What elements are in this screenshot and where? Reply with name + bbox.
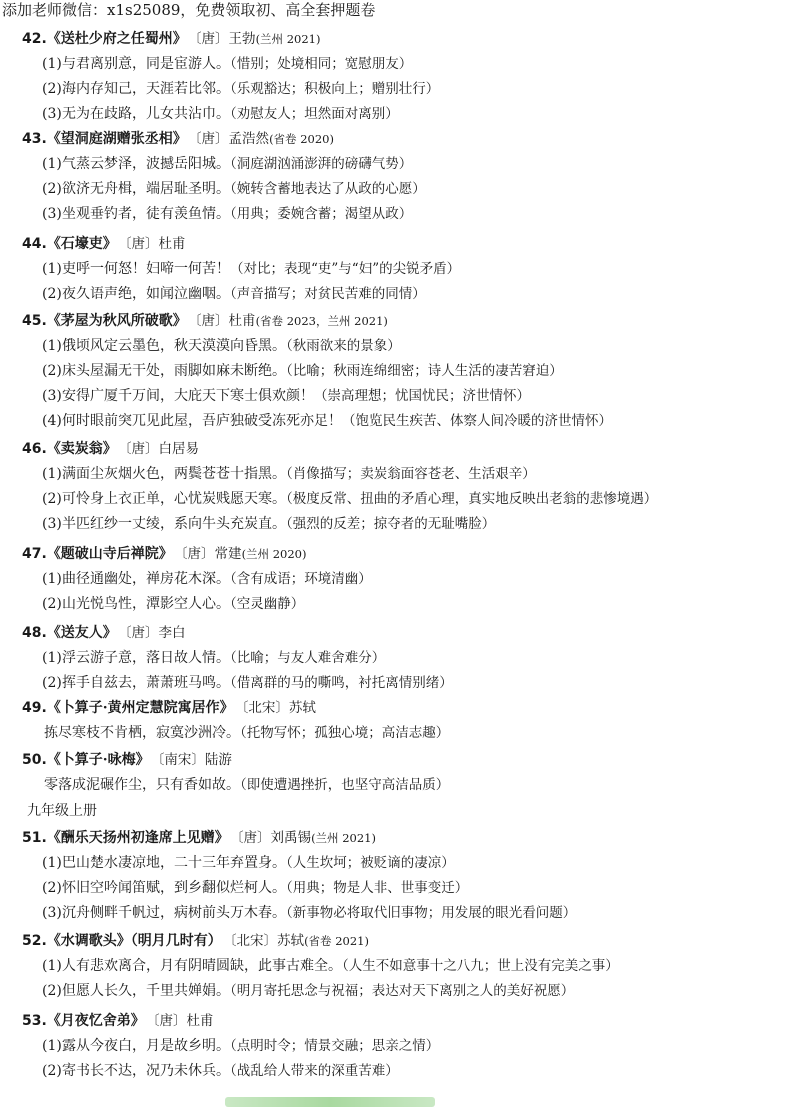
poem-title-row <box>22 622 186 644</box>
poem-author: 〔唐〕常建 <box>180 546 242 562</box>
verse-line <box>42 1034 439 1058</box>
verse-text: 浮云游子意，落日故人情。 <box>62 650 230 666</box>
poem-title: 《送友人》 <box>46 625 117 641</box>
header-note: 添加老师微信：x1s25089，免费领取初、高全套押题卷 <box>2 1 376 19</box>
section-heading: 九年级上册 <box>27 803 97 819</box>
poem-number: 46. <box>22 441 47 457</box>
poem-title-row <box>22 128 334 150</box>
poem-author: 〔唐〕白居易 <box>124 441 200 457</box>
verse-marker: (1) <box>42 650 62 666</box>
verse-annotation: （比喻；与友人难舍难分） <box>230 650 386 666</box>
verse-marker: (2) <box>42 880 62 896</box>
verse-line <box>44 721 449 745</box>
verse-line <box>42 257 460 281</box>
poem-number: 49. <box>22 700 47 716</box>
poem-title: 《题破山寺后禅院》 <box>46 546 173 562</box>
verse-line <box>42 901 576 925</box>
poem-title: 《卜算子·黄州定慧院寓居作》 <box>46 700 234 716</box>
poem-author: 〔唐〕王勃 <box>194 31 256 47</box>
verse-text: 俄顷风定云墨色，秋天漠漠向昏黑。 <box>62 338 286 354</box>
verse-line <box>42 152 412 176</box>
verse-annotation: （劝慰友人；坦然面对离别） <box>230 106 399 122</box>
verse-text: 巴山楚水凄凉地，二十三年弃置身。 <box>62 855 286 871</box>
verse-annotation: （婉转含蓄地表达了从政的心愿） <box>230 181 426 197</box>
poem-number: 53. <box>22 1013 47 1029</box>
verse-line <box>42 409 612 433</box>
poem-title-row <box>22 1010 214 1032</box>
verse-line <box>42 384 530 408</box>
verse-text: 安得广厦千万间，大庇天下寒士俱欢颜！ <box>62 388 314 404</box>
verse-marker: (2) <box>42 983 62 999</box>
verse-marker: (1) <box>42 156 62 172</box>
verse-marker: (3) <box>42 206 62 222</box>
verse-line <box>42 851 455 875</box>
verse-annotation: （空灵幽静） <box>230 596 305 612</box>
poem-title-row <box>22 233 186 255</box>
verse-text: 满面尘灰烟火色，两鬓苍苍十指黑。 <box>62 466 286 482</box>
poem-title-row <box>22 438 199 460</box>
poem-title: 《卖炭翁》 <box>46 441 117 457</box>
verse-line <box>42 282 426 306</box>
verse-marker: (1) <box>42 855 62 871</box>
verse-annotation: （乐观豁达；积极向上；赠别壮行） <box>230 81 440 97</box>
verse-marker: (3) <box>42 388 62 404</box>
verse-marker: (2) <box>42 491 62 507</box>
verse-text: 吏呼一何怒！妇啼一何苦！ <box>62 261 230 277</box>
verse-line <box>42 462 536 486</box>
verse-line <box>42 102 399 126</box>
poem-number: 42. <box>22 31 47 47</box>
poem-title: 《茅屋为秋风所破歌》 <box>46 313 187 329</box>
verse-line <box>42 954 619 978</box>
verse-annotation: （肖像描写；卖炭翁面容苍老、生活艰辛） <box>286 466 536 482</box>
verse-line <box>42 979 574 1003</box>
verse-annotation: （即使遭遇挫折，也坚守高洁品质） <box>240 777 450 793</box>
poem-title: 《石壕吏》 <box>46 236 117 252</box>
verse-text: 无为在歧路，儿女共沾巾。 <box>62 106 230 122</box>
verse-marker: (3) <box>42 905 62 921</box>
verse-marker: (3) <box>42 516 62 532</box>
verse-annotation: （惜别；处境相同；宽慰朋友） <box>230 56 413 72</box>
verse-text: 气蒸云梦泽，波撼岳阳城。 <box>62 156 230 172</box>
poem-title-row <box>22 543 306 565</box>
verse-text: 床头屋漏无干处，雨脚如麻未断绝。 <box>62 363 286 379</box>
poem-title-row <box>22 310 388 332</box>
verse-marker: (1) <box>42 958 62 974</box>
verse-line <box>42 52 412 76</box>
poem-title-row <box>22 749 232 771</box>
verse-text: 露从今夜白，月是故乡明。 <box>62 1038 230 1054</box>
poem-author: 〔唐〕刘禹锡 <box>236 830 312 846</box>
verse-text: 夜久语声绝，如闻泣幽咽。 <box>62 286 230 302</box>
poem-title-row <box>22 827 376 849</box>
verse-line <box>42 177 426 201</box>
verse-annotation: （战乱给人带来的深重苦难） <box>230 1063 399 1079</box>
poem-number: 51. <box>22 830 47 846</box>
verse-annotation: （借离群的马的嘶鸣，衬托离情别绪） <box>230 675 453 691</box>
poem-author: 〔唐〕杜甫 <box>152 1013 214 1029</box>
verse-line <box>42 512 495 536</box>
verse-line <box>42 334 401 358</box>
verse-annotation: （对比；表现“吏”与“妇”的尖锐矛盾） <box>230 261 461 277</box>
poem-title: 《送杜少府之任蜀州》 <box>46 31 187 47</box>
verse-line <box>42 876 468 900</box>
verse-marker: (1) <box>42 56 62 72</box>
verse-marker: (2) <box>42 363 62 379</box>
verse-annotation: （强烈的反差；掠夺者的无耻嘴脸） <box>286 516 496 532</box>
verse-annotation: （秋雨欲来的景象） <box>286 338 401 354</box>
verse-marker: (2) <box>42 596 62 612</box>
verse-annotation: （含有成语；环境清幽） <box>230 571 372 587</box>
verse-annotation: （饱览民生疾苦、体察人间冷暖的济世情怀） <box>342 413 612 429</box>
verse-line <box>42 592 304 616</box>
verse-text: 寄书长不达，况乃未休兵。 <box>62 1063 230 1079</box>
poem-title: 《望洞庭湖赠张丞相》 <box>46 131 187 147</box>
poem-title: 《卜算子·咏梅》 <box>46 752 150 768</box>
verse-line <box>42 202 412 226</box>
verse-annotation: （托物写怀；孤独心境；高洁志趣） <box>240 725 450 741</box>
poem-source: (兰州 2021) <box>311 831 376 845</box>
verse-line <box>42 359 563 383</box>
verse-annotation: （人生坎坷；被贬谪的凄凉） <box>286 855 455 871</box>
verse-text: 可怜身上衣正单，心忧炭贱愿天寒。 <box>62 491 286 507</box>
verse-text: 沉舟侧畔千帆过，病树前头万木春。 <box>62 905 286 921</box>
verse-annotation: （声音描写；对贫民苦难的同情） <box>230 286 426 302</box>
poem-source: (省卷 2023，兰州 2021) <box>255 314 388 328</box>
verse-text: 海内存知己，天涯若比邻。 <box>62 81 230 97</box>
poem-title: 《月夜忆舍弟》 <box>46 1013 145 1029</box>
verse-marker: (1) <box>42 571 62 587</box>
verse-marker: (2) <box>42 675 62 691</box>
verse-annotation: （比喻；秋雨连绵细密；诗人生活的凄苦窘迫） <box>286 363 563 379</box>
verse-annotation: （明月寄托思念与祝福；表达对天下离别之人的美好祝愿） <box>230 983 575 999</box>
verse-text: 但愿人长久，千里共婵娟。 <box>62 983 230 999</box>
verse-marker: (4) <box>42 413 62 429</box>
poem-source: (兰州 2020) <box>241 547 307 561</box>
poem-title: 《酬乐天扬州初逢席上见赠》 <box>46 830 229 846</box>
verse-marker: (3) <box>42 106 62 122</box>
poem-number: 45. <box>22 313 47 329</box>
verse-line <box>42 77 439 101</box>
poem-author: 〔唐〕孟浩然 <box>194 131 270 147</box>
poem-number: 48. <box>22 625 47 641</box>
poem-number: 44. <box>22 236 47 252</box>
verse-annotation: （极度反常、扭曲的矛盾心理，真实地反映出老翁的悲惨境遇） <box>286 491 658 507</box>
poem-number: 52. <box>22 933 47 949</box>
verse-text: 山光悦鸟性，潭影空人心。 <box>62 596 230 612</box>
verse-line <box>44 773 449 797</box>
verse-line <box>42 1059 399 1083</box>
verse-marker: (2) <box>42 181 62 197</box>
poem-source: (省卷 2021) <box>304 934 369 948</box>
verse-text: 与君离别意，同是宦游人。 <box>62 56 230 72</box>
verse-annotation: （新事物必将取代旧事物；用发展的眼光看问题） <box>286 905 577 921</box>
verse-marker: (1) <box>42 466 62 482</box>
poem-author: 〔唐〕杜甫 <box>194 313 256 329</box>
verse-text: 曲径通幽处，禅房花木深。 <box>62 571 230 587</box>
verse-marker: (2) <box>42 1063 62 1079</box>
verse-marker: (2) <box>42 286 62 302</box>
verse-text: 零落成泥碾作尘，只有香如故。 <box>44 777 240 793</box>
verse-text: 坐观垂钓者，徒有羡鱼情。 <box>62 206 230 222</box>
poem-author: 〔唐〕杜甫 <box>124 236 186 252</box>
verse-annotation: （用典；委婉含蓄；渴望从政） <box>230 206 413 222</box>
poem-author: 〔南宋〕陆游 <box>157 752 232 768</box>
verse-marker: (1) <box>42 338 62 354</box>
verse-line <box>42 567 372 591</box>
verse-line <box>42 671 453 695</box>
verse-text: 何时眼前突兀见此屋，吾庐独破受冻死亦足！ <box>62 413 342 429</box>
verse-line <box>42 487 657 511</box>
verse-annotation: （洞庭湖汹涌澎湃的磅礴气势） <box>230 156 413 172</box>
verse-line <box>42 646 385 670</box>
poem-author: 〔北宋〕苏轼 <box>229 933 305 949</box>
verse-annotation: （用典；物是人非、世事变迁） <box>286 880 469 896</box>
poem-title-row <box>22 28 320 50</box>
verse-text: 人有悲欢离合，月有阴晴圆缺，此事古难全。 <box>62 958 342 974</box>
poem-number: 50. <box>22 752 47 768</box>
poem-author: 〔北宋〕苏轼 <box>241 700 316 716</box>
verse-text: 拣尽寒枝不肯栖，寂寞沙洲冷。 <box>44 725 240 741</box>
footer-decoration <box>225 1097 435 1107</box>
poem-title-row <box>22 697 316 719</box>
poem-number: 43. <box>22 131 47 147</box>
poem-source: (兰州 2021) <box>255 32 321 46</box>
verse-marker: (1) <box>42 261 62 277</box>
verse-marker: (2) <box>42 81 62 97</box>
verse-annotation: （崇高理想；忧国忧民；济世情怀） <box>314 388 530 404</box>
verse-annotation: （人生不如意事十之八九；世上没有完美之事） <box>342 958 619 974</box>
poem-source: (省卷 2020) <box>269 132 334 146</box>
verse-annotation: （点明时令；情景交融；思亲之情） <box>230 1038 440 1054</box>
verse-text: 半匹红纱一丈绫，系向牛头充炭直。 <box>62 516 286 532</box>
poem-number: 47. <box>22 546 47 562</box>
verse-text: 欲济无舟楫，端居耻圣明。 <box>62 181 230 197</box>
poem-title-row <box>22 930 369 952</box>
poem-author: 〔唐〕李白 <box>124 625 186 641</box>
poem-title: 《水调歌头》（明月几时有） <box>46 933 222 949</box>
verse-text: 怀旧空吟闻笛赋，到乡翻似烂柯人。 <box>62 880 286 896</box>
verse-text: 挥手自兹去，萧萧班马鸣。 <box>62 675 230 691</box>
verse-marker: (1) <box>42 1038 62 1054</box>
